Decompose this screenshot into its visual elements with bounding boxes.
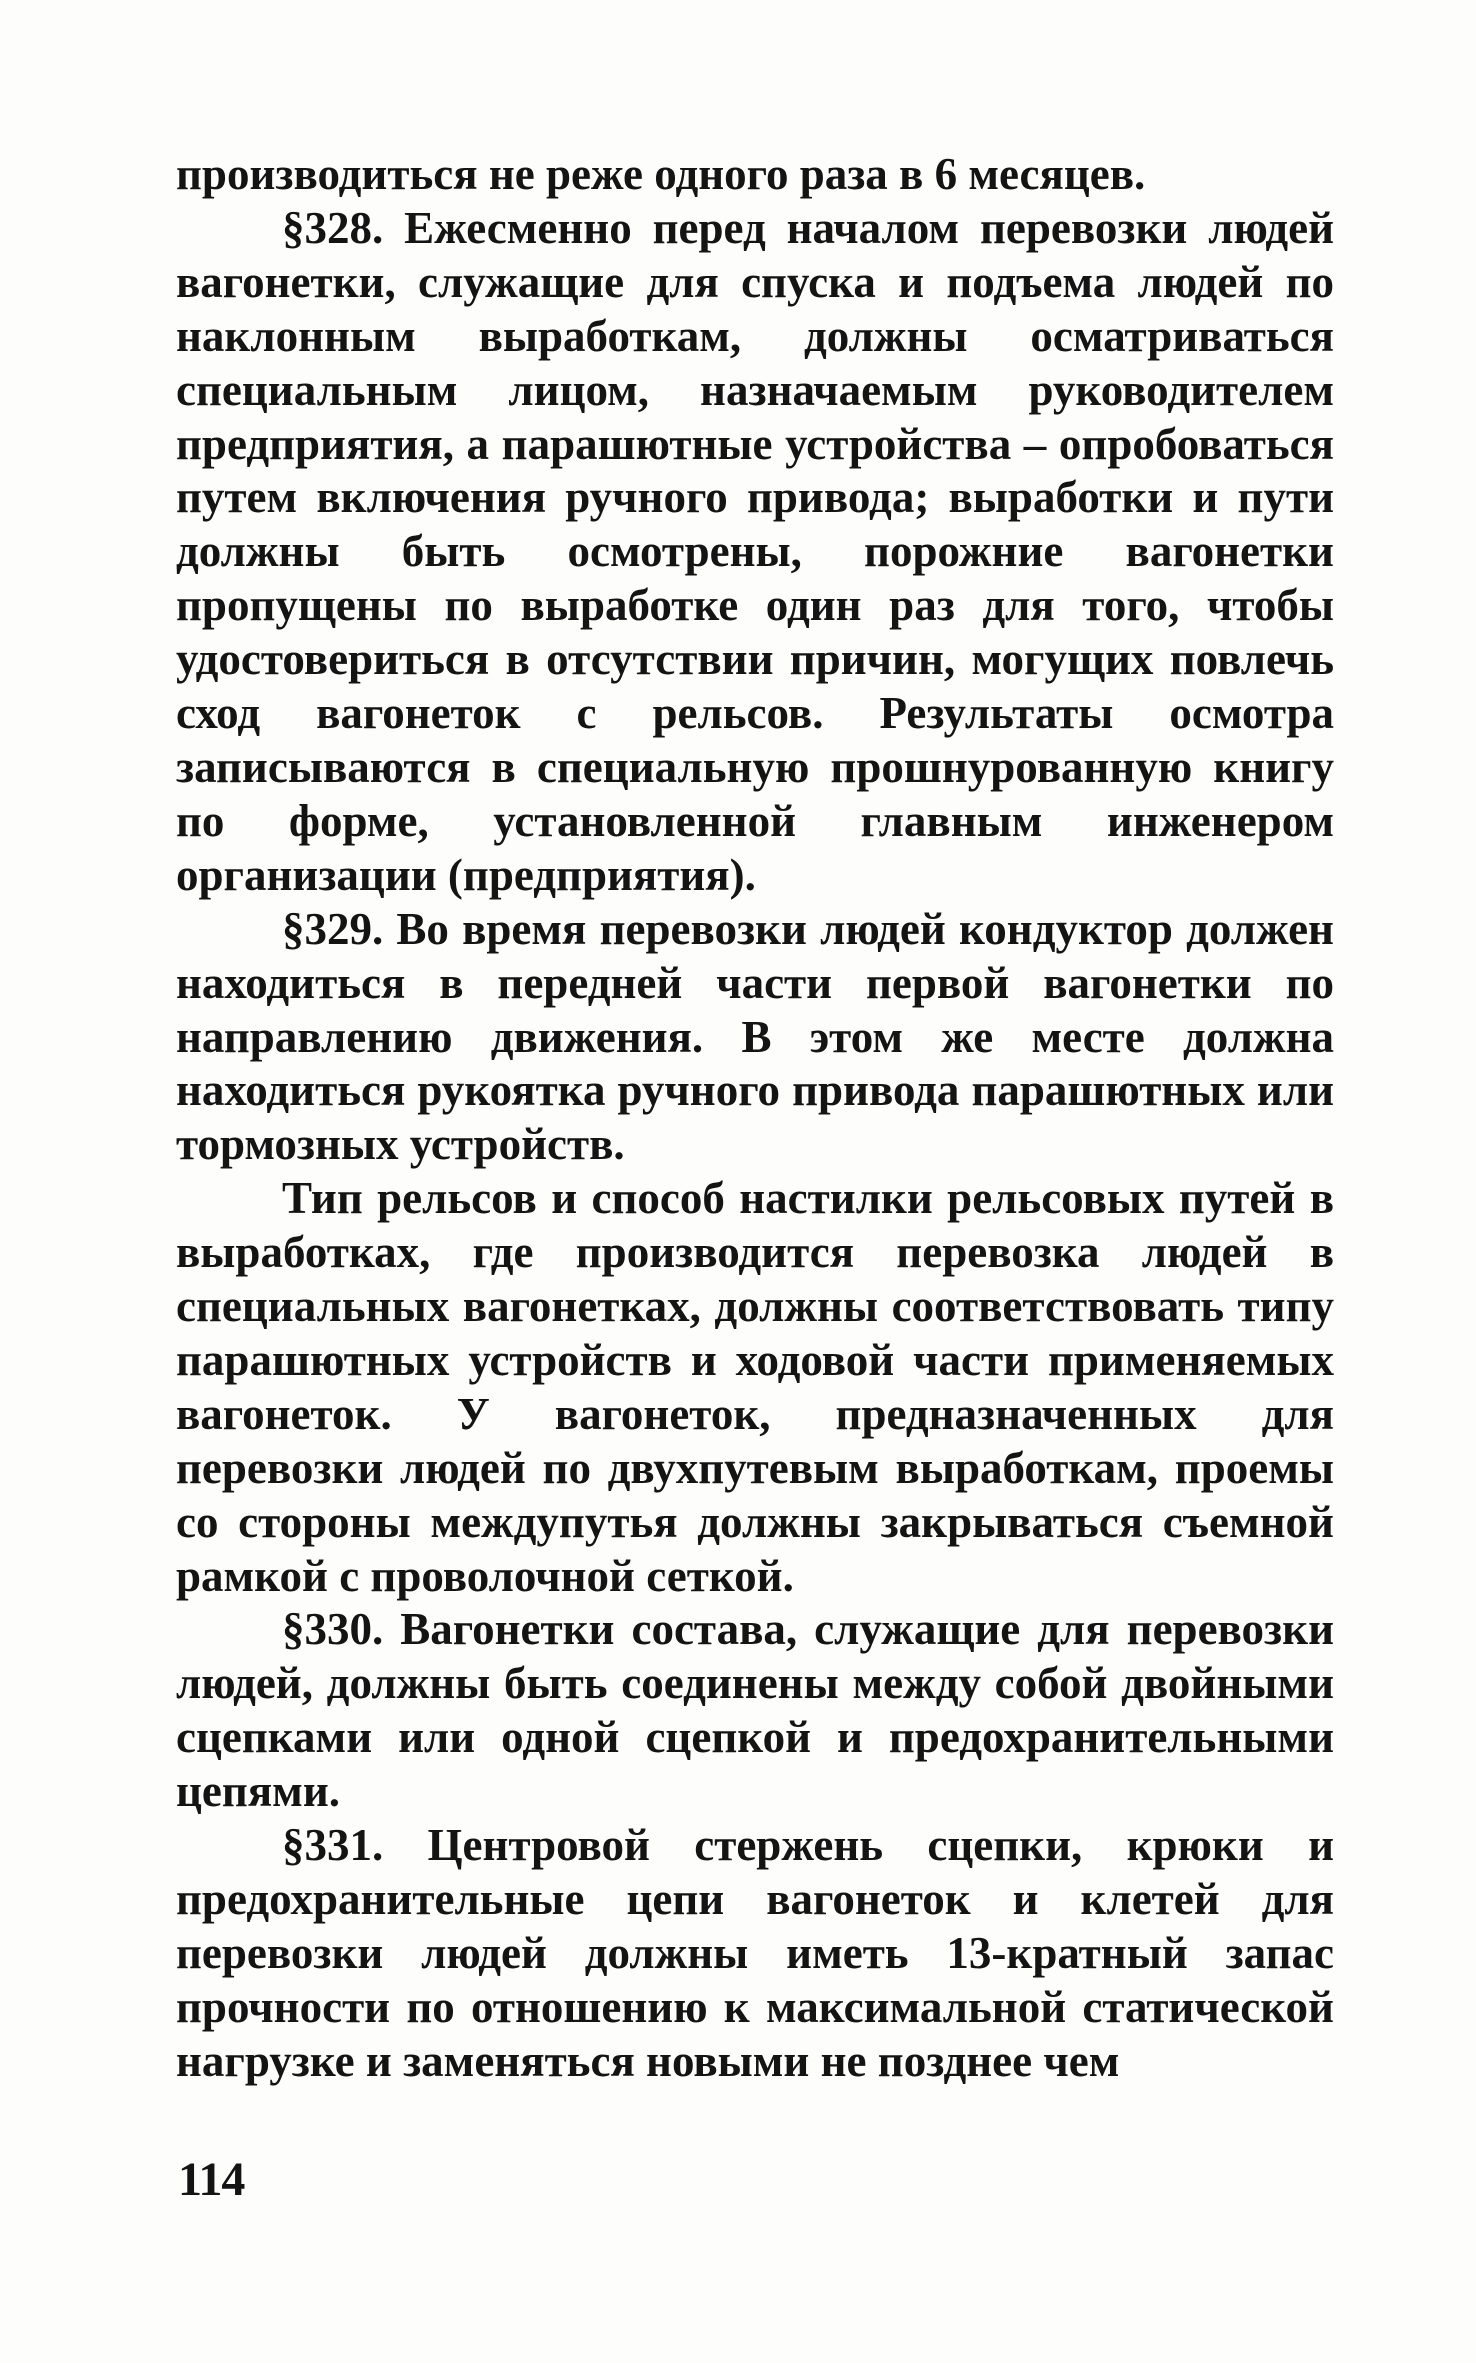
paragraph-section-328: §328. Ежесменно перед началом перевозки людей вагонетки, служащие для спуска и подъема людей по наклонным выработкам, должны осматриваться специальным лицом, назначаемым руководителем предприятия, а парашютные устройства – опробоваться путем включения ручного привода; выработки и пути должны быть осмотрены, порожние вагонетки пропущены по выработке один раз для того, чтобы удостовериться в отсутствии причин, могущих повлечь сход вагонеток с рельсов. Результаты осмотра записываются в специальную прошнурованную книгу по форме, установленной главным инженером организации (предприятия). xyxy=(176,202,1334,900)
paragraph-continuation: производиться не реже одного раза в 6 месяцев. xyxy=(176,149,1146,199)
paragraph-rails: Тип рельсов и способ настилки рельсовых путей в выработках, где производится перевозка людей в специальных вагонетках, должны соответствовать типу парашютных устройств и ходовой части применяемых вагонеток. У вагонеток, предназначенных для перевозки людей по двухпутевым выработкам, проемы со стороны междупутья должны закрываться съемной рамкой с проволочной сеткой. xyxy=(176,1173,1334,1601)
body-text xyxy=(176,148,1334,2089)
paragraph-section-331: §331. Центровой стержень сцепки, крюки и предохранительные цепи вагонеток и клетей для перевозки людей должны иметь 13-кратный запас прочности по отношению к максимальной статической нагрузке и заменяться новыми не позднее чем xyxy=(176,1820,1334,2086)
paragraph-section-330: §330. Вагонетки состава, служащие для перевозки людей, должны быть соединены между собой двойными сцепками или одной сцепкой и предохранительными цепями. xyxy=(176,1604,1334,1817)
paragraph-section-329: §329. Во время перевозки людей кондуктор должен находиться в передней части первой вагонетки по направлению движения. В этом же месте должна находиться рукоятка ручного привода парашютных или тормозных устройств. xyxy=(176,903,1334,1170)
page-number: 114 xyxy=(178,2153,245,2206)
